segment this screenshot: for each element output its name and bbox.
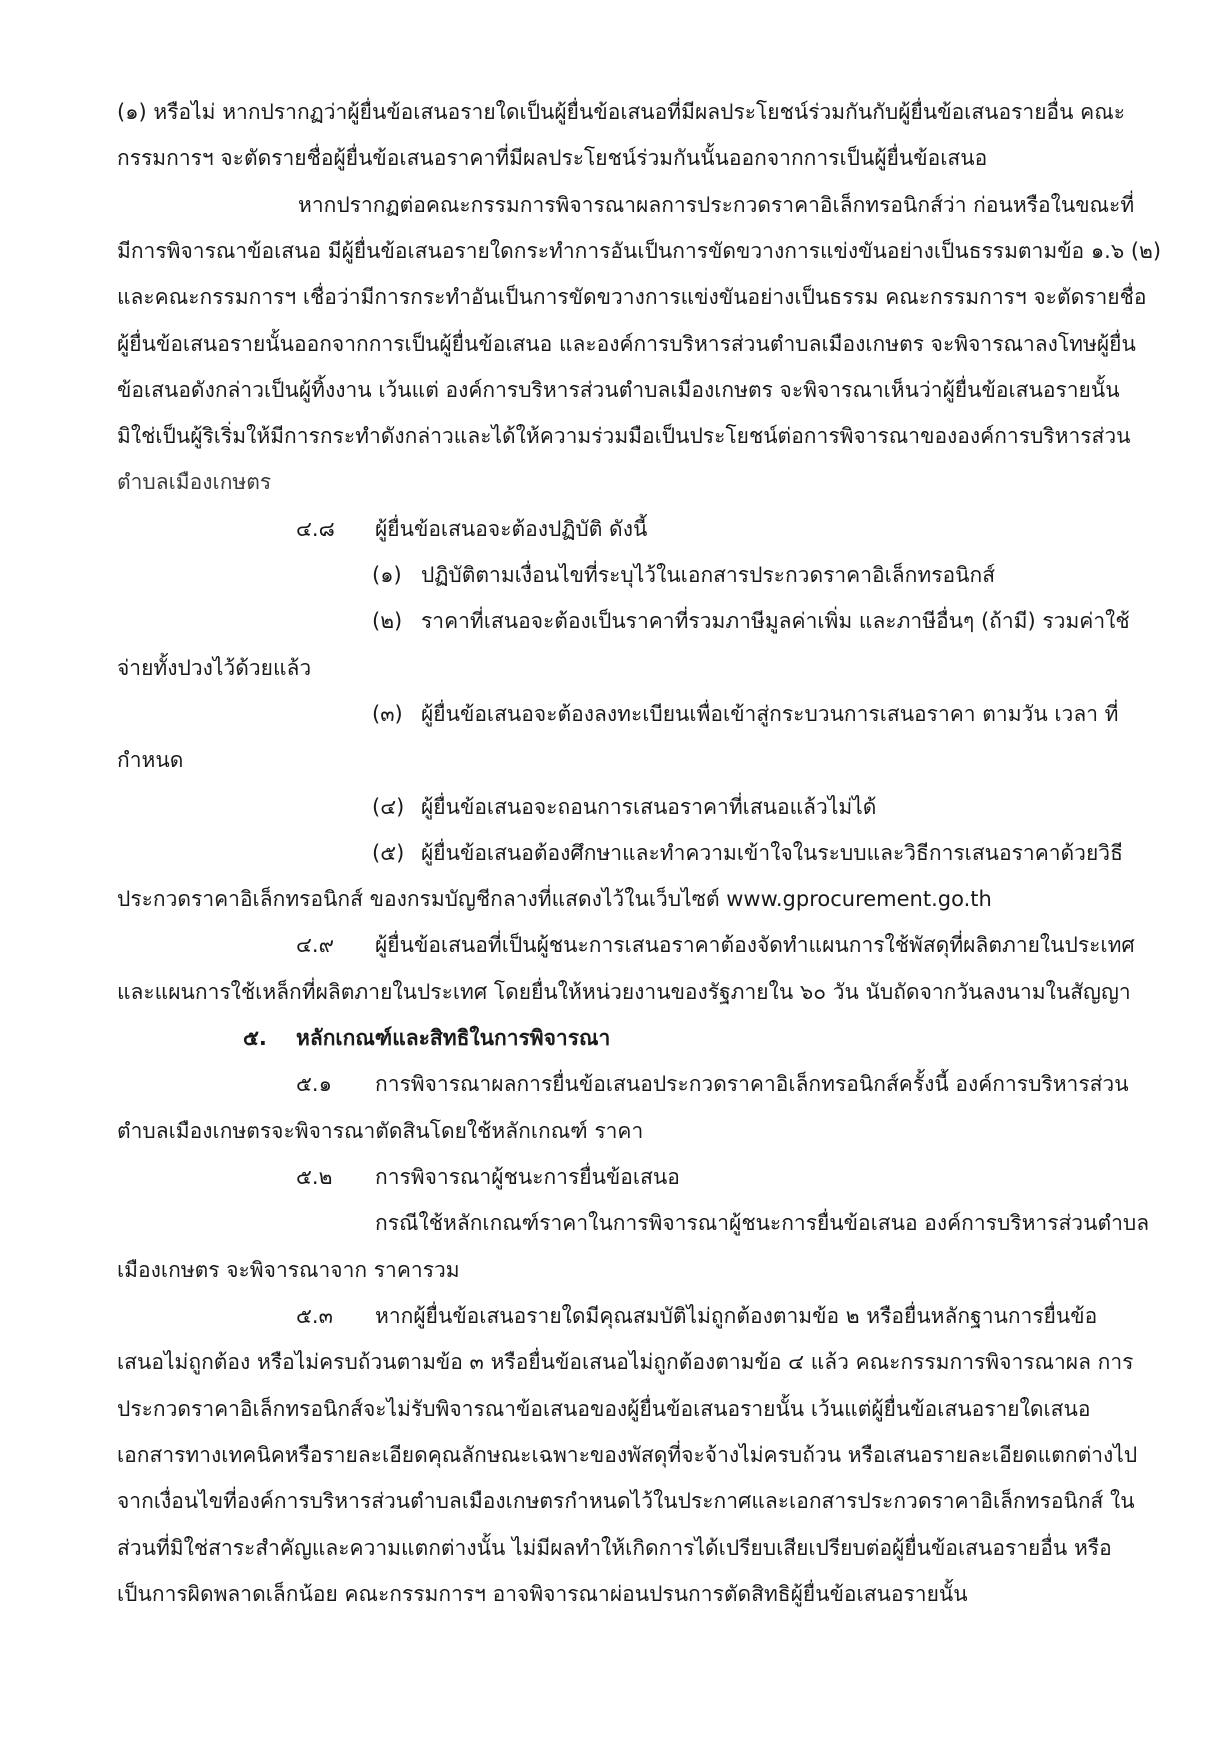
- paragraph-line: [0, 1342, 1229, 1382]
- text-line: ผู้ยื่นข้อเสนอที่เป็นผู้ชนะการเสนอราคาต้องจัดทำแผนการใช้พัสดุที่ผลิตภายในประเทศ: [375, 933, 1135, 957]
- item-number: (๑): [372, 563, 402, 587]
- paragraph-line: [0, 138, 1229, 178]
- item-number: (๓): [372, 702, 403, 726]
- text-line: เมืองเกษตร จะพิจารณาจาก ราคารวม: [117, 1258, 460, 1282]
- clause-number: ๕.๑: [296, 1072, 332, 1096]
- clause-5-3: [0, 1296, 1229, 1336]
- section-heading: หลักเกณฑ์และสิทธิในการพิจารณา: [296, 1026, 611, 1050]
- item-number: (๔): [372, 795, 405, 819]
- item-continuation: ประกวดราคาอิเล็กทรอนิกส์ ของกรมบัญชีกลางที่แสดงไว้ในเว็บไซต์ www.gprocurement.go.th: [117, 887, 992, 911]
- item-number: (๒): [372, 609, 403, 633]
- section-number: ๕.: [243, 1026, 267, 1050]
- clause-heading: ผู้ยื่นข้อเสนอจะต้องปฏิบัติ ดังนี้: [375, 517, 648, 541]
- paragraph-line: [0, 740, 1229, 780]
- clause-4-8-item: [0, 833, 1229, 873]
- text-line: ส่วนที่มิใช่สาระสำคัญและความแตกต่างนั้น ไม่มีผลทำให้เกิดการได้เปรียบเสียเปรียบต่อผู้ยื่นข้อเสนอรายอื่น หรือ: [117, 1536, 1112, 1560]
- clause-5-1: [0, 1064, 1229, 1104]
- text-line: ผู้ยื่นข้อเสนอรายนั้นออกจากการเป็นผู้ยื่นข้อเสนอ และองค์การบริหารส่วนตำบลเมืองเกษตร จะพิจารณาลงโทษผู้ยื่น: [117, 332, 1136, 356]
- clause-number: ๔.๙: [296, 933, 334, 957]
- item-continuation: จ่ายทั้งปวงไว้ด้วยแล้ว: [117, 656, 312, 680]
- paragraph-line: [0, 1528, 1229, 1568]
- clause-heading: การพิจารณาผู้ชนะการยื่นข้อเสนอ: [375, 1165, 680, 1189]
- section-5-heading: [0, 1018, 1229, 1058]
- text-line: เสนอไม่ถูกต้อง หรือไม่ครบถ้วนตามข้อ ๓ หรือยื่นข้อเสนอไม่ถูกต้องตามข้อ ๔ แล้ว คณะกรรมการพิจารณาผล การ: [117, 1350, 1134, 1374]
- paragraph-line: [0, 1389, 1229, 1429]
- item-text: ปฏิบัติตามเงื่อนไขที่ระบุไว้ในเอกสารประกวดราคาอิเล็กทรอนิกส์: [421, 563, 996, 587]
- paragraph-line: [0, 1435, 1229, 1475]
- text-line: มีการพิจารณาข้อเสนอ มีผู้ยื่นข้อเสนอรายใดกระทำการอันเป็นการขัดขวางการแข่งขันอย่างเป็นธรรมตามข้อ ๑.๖ (๒): [117, 239, 1162, 263]
- text-line: หากผู้ยื่นข้อเสนอรายใดมีคุณสมบัติไม่ถูกต้องตามข้อ ๒ หรือยื่นหลักฐานการยื่นข้อ: [375, 1304, 1098, 1328]
- clause-4-8-item: [0, 787, 1229, 827]
- item-text: ผู้ยื่นข้อเสนอจะถอนการเสนอราคาที่เสนอแล้วไม่ได้: [421, 795, 877, 819]
- paragraph-line: [0, 231, 1229, 271]
- text-line: ตำบลเมืองเกษตร: [117, 470, 272, 494]
- paragraph-line: [0, 972, 1229, 1012]
- text-line: กรณีใช้หลักเกณฑ์ราคาในการพิจารณาผู้ชนะการยื่นข้อเสนอ องค์การบริหารส่วนตำบล: [375, 1211, 1150, 1235]
- clause-4-8-item: [0, 555, 1229, 595]
- paragraph-line: [0, 1574, 1229, 1614]
- text-line: ข้อเสนอดังกล่าวเป็นผู้ทิ้งงาน เว้นแต่ องค์การบริหารส่วนตำบลเมืองเกษตร จะพิจารณาเห็นว่าผู้ยื่นข้อเสนอรายนั้น: [117, 378, 1120, 402]
- clause-5-2: [0, 1157, 1229, 1197]
- clause-4-8-item: [0, 601, 1229, 641]
- text-line: หากปรากฏต่อคณะกรรมการพิจารณาผลการประกวดราคาอิเล็กทรอนิกส์ว่า ก่อนหรือในขณะที่: [298, 193, 1135, 217]
- paragraph-line: [0, 1481, 1229, 1521]
- clause-4-9: [0, 925, 1229, 965]
- paragraph-line: [0, 462, 1229, 502]
- paragraph-line: [0, 1111, 1229, 1151]
- clause-4-8-item: [0, 694, 1229, 734]
- text-line: (๑) หรือไม่ หากปรากฏว่าผู้ยื่นข้อเสนอรายใดเป็นผู้ยื่นข้อเสนอที่มีผลประโยชน์ร่วมกันกับผู้ยื่นข้อเสนอรายอื่น คณะ: [117, 100, 1125, 124]
- item-continuation: กำหนด: [117, 748, 184, 772]
- clause-number: ๕.๒: [296, 1165, 333, 1189]
- paragraph-line: [0, 1203, 1229, 1243]
- paragraph-line: [0, 1250, 1229, 1290]
- clause-4-8-heading: [0, 509, 1229, 549]
- paragraph-line: [0, 324, 1229, 364]
- clause-number: ๕.๓: [296, 1304, 333, 1328]
- item-text: ผู้ยื่นข้อเสนอจะต้องลงทะเบียนเพื่อเข้าสู่กระบวนการเสนอราคา ตามวัน เวลา ที่: [421, 702, 1119, 726]
- clause-number: ๔.๘: [296, 517, 335, 541]
- text-line: ประกวดราคาอิเล็กทรอนิกส์จะไม่รับพิจารณาข้อเสนอของผู้ยื่นข้อเสนอรายนั้น เว้นแต่ผู้ยื่นข้อเสนอรายใดเสนอ: [117, 1397, 1091, 1421]
- item-text: ราคาที่เสนอจะต้องเป็นราคาที่รวมภาษีมูลค่าเพิ่ม และภาษีอื่นๆ (ถ้ามี) รวมค่าใช้: [421, 609, 1130, 633]
- paragraph-line: [0, 370, 1229, 410]
- paragraph-line: [0, 416, 1229, 456]
- text-line: กรรมการฯ จะตัดรายชื่อผู้ยื่นข้อเสนอราคาที่มีผลประโยชน์ร่วมกันนั้นออกจากการเป็นผู้ยื่นข้อเสนอ: [117, 146, 988, 170]
- paragraph-line: [0, 648, 1229, 688]
- text-line: จากเงื่อนไขที่องค์การบริหารส่วนตำบลเมืองเกษตรกำหนดไว้ในประกาศและเอกสารประกวดราคาอิเล็กทรอนิกส์ ใน: [117, 1489, 1135, 1513]
- text-line: และคณะกรรมการฯ เชื่อว่ามีการกระทำอันเป็นการขัดขวางการแข่งขันอย่างเป็นธรรม คณะกรรมการฯ จะตัดรายชื่อ: [117, 285, 1147, 309]
- paragraph-line: [0, 185, 1229, 225]
- text-line: ตำบลเมืองเกษตรจะพิจารณาตัดสินโดยใช้หลักเกณฑ์ ราคา: [117, 1119, 644, 1143]
- paragraph-line: [0, 879, 1229, 919]
- paragraph-line: [0, 277, 1229, 317]
- text-line: มิใช่เป็นผู้ริเริ่มให้มีการกระทำดังกล่าวและได้ให้ความร่วมมือเป็นประโยชน์ต่อการพิจารณาขององค์การบริหารส่วน: [117, 424, 1131, 448]
- item-text: ผู้ยื่นข้อเสนอต้องศึกษาและทำความเข้าใจในระบบและวิธีการเสนอราคาด้วยวิธี: [421, 841, 1123, 865]
- text-line: เป็นการผิดพลาดเล็กน้อย คณะกรรมการฯ อาจพิจารณาผ่อนปรนการตัดสิทธิผู้ยื่นข้อเสนอรายนั้น: [117, 1582, 968, 1606]
- text-line: การพิจารณาผลการยื่นข้อเสนอประกวดราคาอิเล็กทรอนิกส์ครั้งนี้ องค์การบริหารส่วน: [375, 1072, 1129, 1096]
- text-line: และแผนการใช้เหล็กที่ผลิตภายในประเทศ โดยยื่นให้หน่วยงานของรัฐภายใน ๖๐ วัน นับถัดจากวันลงนามในสัญญา: [117, 980, 1131, 1004]
- item-number: (๕): [372, 841, 405, 865]
- text-line: เอกสารทางเทคนิคหรือรายละเอียดคุณลักษณะเฉพาะของพัสดุที่จะจ้างไม่ครบถ้วน หรือเสนอรายละเอียดแตกต่างไป: [117, 1443, 1138, 1467]
- paragraph-line: [0, 92, 1229, 132]
